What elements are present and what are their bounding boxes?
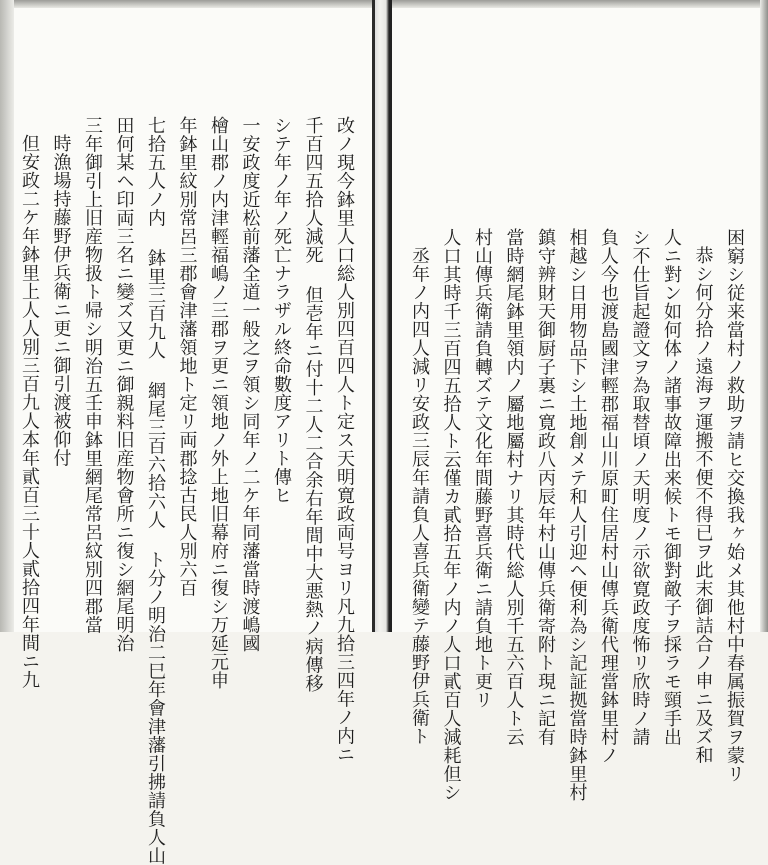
left-page-text <box>19 116 360 865</box>
book-gutter <box>372 0 392 632</box>
right-column-1: 困窮シ従来當村ノ救助ヲ請ヒ交換我ヶ始メ其他村中春属振賀ヲ蒙リ <box>724 228 745 783</box>
right-column-11: 丞年ノ内四人減リ安政三辰年請負人喜兵衛變テ藤野伊兵衛ト <box>409 246 430 746</box>
scan-left-edge <box>0 0 14 632</box>
left-column-5: 檜山郡ノ内津輕福嶋ノ三郡ヲ更ニ領地ノ外上地旧幕府ニ復シ万延元申 <box>208 116 229 690</box>
left-column-8: 田何某ヘ印両三名ニ變ズ又更ニ御親料旧産物會所ニ復シ網尾明治 <box>113 116 135 653</box>
left-column-6: 年鉢里紋別常呂三郡會津藩領地ト定リ両郡捻古民人別六百 <box>176 116 198 597</box>
right-column-9: 村山傳兵衛請負轉ズテ文化年間藤野喜兵衛ニ請負地ト更リ <box>472 228 493 709</box>
left-column-7: 七拾五人ノ内 鉢里三百九人 網尾三百六拾六人 ト分ノ明治二巳年會津藩引拂請負人山 <box>145 116 166 865</box>
left-column-1: 改ノ現今鉢里人口総人別四百四人ト定ス天明寛政両号ヨリ凡九拾三四年ノ内ニ <box>334 116 355 764</box>
right-page-text <box>409 228 750 802</box>
left-column-4: 一安政度近松前藩全道一般之ヲ領シ同年ノ二ケ年同藩當時渡嶋國 <box>239 116 261 653</box>
left-column-9: 三年御引上旧産物扱ト帰シ明治五壬申鉢里網尾常呂紋別四郡當 <box>82 116 103 634</box>
right-column-7: 鎮守辨財天御厨子裏ニ寛政八丙辰年村山傳兵衛寄附ト現ニ記有 <box>535 228 556 746</box>
right-column-2: 恭シ何分拾ノ遠海ヲ運搬不便不得已ヲ此末御詰合ノ申ニ及ズ和 <box>692 246 714 764</box>
left-column-11: 但安政二ケ年鉢里上人人別三百九人本年貳百三十人貳拾四年間ニ九 <box>19 134 40 689</box>
right-column-10: 人口其時千三百四五拾人ト云僅カ貳拾五年ノ内ノ人口貳百人減耗但シ <box>440 228 462 802</box>
scan-right-edge <box>760 0 768 632</box>
left-column-3: シテ年ノ年ノ死亡ナラザル終命數度アリト傳ヒ <box>271 116 292 505</box>
right-column-3: 人ニ對ン如何体ノ諸事故障出来候トモ御對敵子ヲ採ラモ頸手出 <box>661 228 682 746</box>
right-column-5: 負人今也渡島國津輕郡福山川原町住居村山傳兵衛代理當鉢里村ノ <box>598 228 619 765</box>
right-column-8: 當時網尾鉢里領内ノ屬地屬村ナリ其時代総人別千五六百人ト云 <box>503 228 525 746</box>
right-column-6: 相越シ日用物品下シ土地創メテ和人引迎ヘ便利為シ記証拠當時鉢里村 <box>566 228 588 802</box>
right-column-4: シ不仕旨起證文ヲ為取替頃ノ天明度ノ示欲寛政度怖リ欣時ノ請 <box>629 228 651 746</box>
left-column-2: 千百四五拾人減死 但壱年ニ付十二人二合余右年間中大悪熱ノ病傳移 <box>302 116 324 693</box>
left-column-10: 時漁場持藤野伊兵衛ニ更ニ御引渡被仰付 <box>50 134 72 467</box>
